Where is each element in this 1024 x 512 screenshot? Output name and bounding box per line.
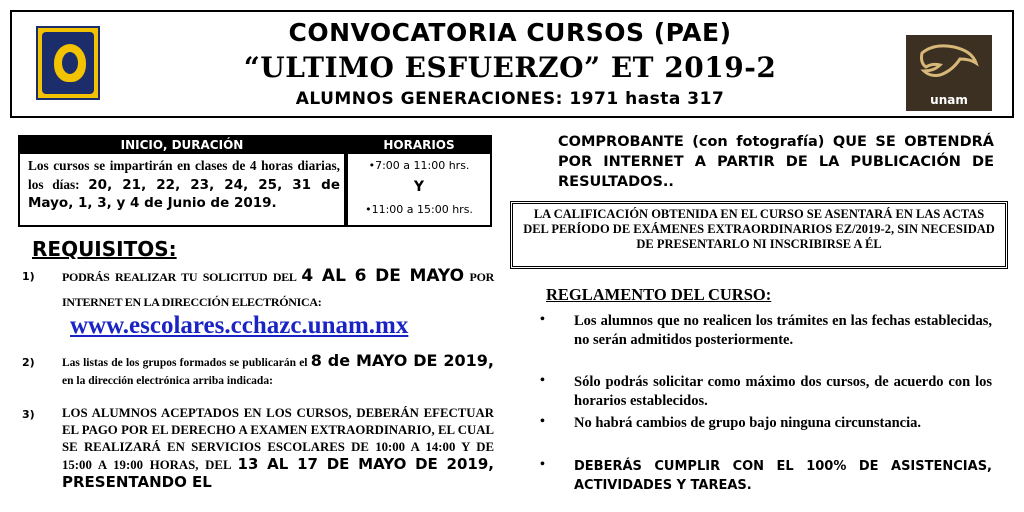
header-horarios: HORARIOS xyxy=(348,137,490,154)
reglamento-text-2: Sólo podrás solicitar como máximo dos cursos, de acuerdo con los horarios establecidos. xyxy=(574,374,992,409)
bullet-icon: • xyxy=(540,373,545,388)
req1-b: 4 AL 6 DE MAYO xyxy=(301,266,465,286)
horario-y: Y xyxy=(413,179,425,195)
req3-b: 13 AL 17 DE MAYO DE 2019, PRESENTANDO EL xyxy=(62,455,494,491)
comprobante-text: COMPROBANTE (con fotografía) QUE SE OBTENDRÁ POR INTERNET A PARTIR DE LA PUBLICACIÓN DE RESULTADOS.. xyxy=(558,134,994,190)
bullet-icon: • xyxy=(540,312,545,327)
req2-a: Las listas de los grupos formados se publicarán el xyxy=(62,357,311,369)
horario-1: •7:00 a 11:00 hrs. xyxy=(368,159,470,172)
puma-logo xyxy=(906,35,992,111)
requisito-2 xyxy=(62,352,494,390)
bullet-icon: • xyxy=(540,414,545,429)
req-num-1: 1) xyxy=(22,270,35,283)
reglamento-text-4: DEBERÁS CUMPLIR CON EL 100% DE ASISTENCIAS, ACTIVIDADES Y TAREAS. xyxy=(574,459,992,493)
req3-a: LOS ALUMNOS ACEPTADOS EN LOS CURSOS, DEBERÁN EFECTUAR EL PAGO POR EL DERECHO A EXAMEN EXTRAORDINARIO, EL CUAL SE REALIZARÁ EN SERVICIOS ESCOLARES DE 10:00 A 14:00 Y DE 15:00 A 19:00 HORAS, DEL xyxy=(62,406,494,472)
calificacion-box: LA CALIFICACIÓN OBTENIDA EN EL CURSO SE ASENTARÁ EN LAS ACTAS DEL PERÍODO DE EXÁMENES EXTRAORDINARIOS EZ/2019-2, SIN NECESIDAD DE PRESENTARLO NI INSCRIBIRSE A ÉL xyxy=(510,201,1008,269)
header-inicio: INICIO, DURACIÓN xyxy=(20,137,344,154)
puma-icon xyxy=(914,41,984,91)
title-line-2: “ULTIMO ESFUERZO” ET 2019-2 xyxy=(243,51,777,84)
req-num-3: 3) xyxy=(22,408,35,421)
website-link[interactable]: www.escolares.cchazc.unam.mx xyxy=(70,312,409,339)
puma-logo-text: unam xyxy=(930,93,968,107)
req2-b: 8 de MAYO DE 2019, xyxy=(310,351,494,370)
inicio-dates: 20, 21, 22, 23, 24, 25, 31 de Mayo, 1, 3, y 4 de Junio de 2019. xyxy=(28,176,340,211)
bullet-icon: • xyxy=(540,457,545,472)
req1-a: PODRÁS REALIZAR TU SOLICITUD DEL xyxy=(62,270,302,284)
requisito-1 xyxy=(62,264,494,315)
inicio-text-a: Los cursos se impartirán en clases de 4 horas diarias, los días: xyxy=(28,158,340,192)
req1-c: POR INTERNET EN LA DIRECCIÓN ELECTRÓNICA: xyxy=(62,270,494,309)
requisito-3 xyxy=(62,405,494,492)
info-table xyxy=(18,135,492,227)
reglamento-title: REGLAMENTO DEL CURSO: xyxy=(546,285,772,304)
req-num-2: 2) xyxy=(22,356,35,369)
title-line-3: ALUMNOS GENERACIONES: 1971 hasta 317 xyxy=(295,89,725,109)
reglamento-text-1: Los alumnos que no realicen los trámites en las fechas establecidas, no serán admitidos posteriormente. xyxy=(574,313,992,348)
unam-shield-logo xyxy=(36,26,100,100)
req2-c: en la dirección electrónica arriba indicada: xyxy=(62,375,273,387)
reglamento-text-3: No habrá cambios de grupo bajo ninguna circunstancia. xyxy=(574,415,921,431)
horario-2: •11:00 a 15:00 hrs. xyxy=(365,203,473,216)
title-line-1: CONVOCATORIA CURSOS (PAE) xyxy=(288,18,732,47)
requisitos-title: REQUISITOS: xyxy=(32,237,177,261)
inicio-text xyxy=(28,157,340,213)
